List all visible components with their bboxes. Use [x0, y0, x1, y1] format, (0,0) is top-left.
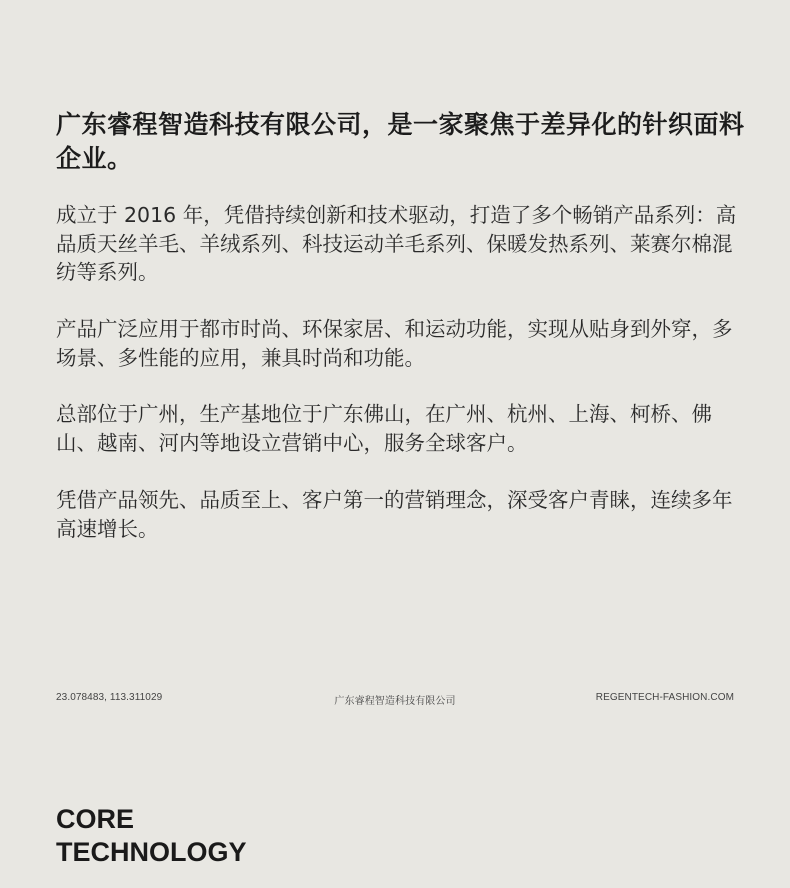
- section-title-line1: CORE: [56, 804, 135, 834]
- section-title-line2: TECHNOLOGY: [56, 837, 247, 867]
- footer-company-name: 广东睿程智造科技有限公司: [334, 696, 456, 707]
- intro-paragraph-philosophy: 凭借产品领先、品质至上、客户第一的营销理念，深受客户青睐，连续多年高速增长。: [56, 488, 733, 541]
- intro-paragraph-founding: 成立于 2016 年，凭借持续创新和技术驱动，打造了多个畅销产品系列：高品质天丝羊毛、羊绒系列、科技运动羊毛系列、保暖发热系列、莱赛尔棉混纺等系列。: [56, 203, 737, 284]
- footer-website: REGENTECH-FASHION.COM: [595, 692, 734, 703]
- intro-paragraph-headquarters: 总部位于广州，生产基地位于广东佛山，在广州、杭州、上海、柯桥、佛山、越南、河内等地设立营销中心，服务全球客户。: [56, 402, 712, 455]
- footer-coordinates: 23.078483, 113.311029: [56, 692, 163, 703]
- intro-paragraph-applications: 产品广泛应用于都市时尚、环保家居、和运动功能，实现从贴身到外穿，多场景、多性能的应用，兼具时尚和功能。: [56, 317, 733, 370]
- intro-heading: 广东睿程智造科技有限公司，是一家聚焦于差异化的针织面料企业。: [56, 110, 745, 173]
